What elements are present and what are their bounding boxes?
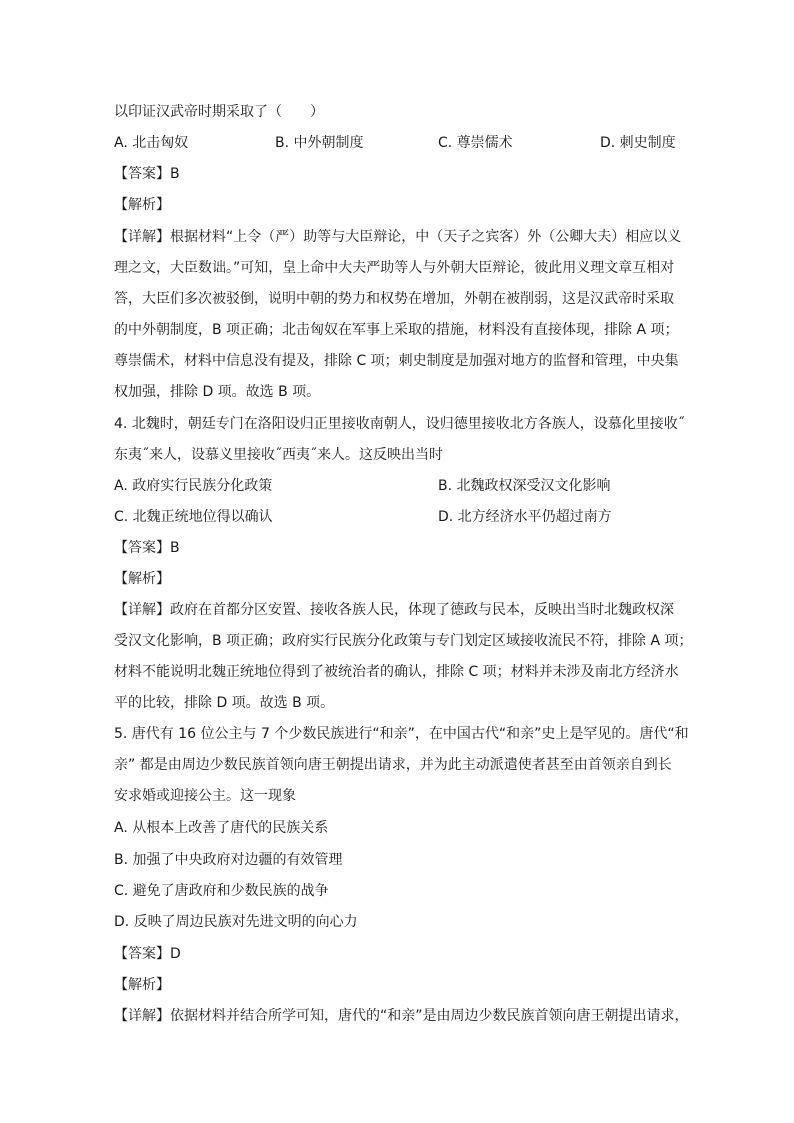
q4-option-a: A. 政府实行民族分化政策 [114,478,273,494]
q5-stem-line: 5. 唐代有 16 位公主与 7 个少数民族进行“和亲”，在中国古代“和亲”史上是罕见的。唐代“和 [114,726,689,742]
q4-stem-line: 4. 北魏时，朝廷专门在洛阳设归正里接收南朝人，设归德里接收北方各族人，设慕化里接收˝ [114,416,685,432]
q5-stem-line: 安求婚或迎接公主。这一现象 [114,788,296,804]
q4-option-c: C. 北魏正统地位得以确认 [114,509,273,525]
q5-option-b: B. 加强了中央政府对边疆的有效管理 [114,852,343,868]
q3-detail-line: 答，大臣们多次被驳倒，说明中朝的势力和权势在增加，外朝在被削弱，这是汉武帝时采取 [114,291,674,307]
q3-detail-line: 的中外朝制度，B 项正确；北击匈奴在军事上采取的措施，材料没有直接体现，排除 A 项； [114,322,679,338]
q4-stem-line: 东夷˝来人，设慕义里接收˝西夷˝来人。这反映出当时 [114,447,443,463]
q3-option-d: D. 刺史制度 [600,135,676,151]
q3-option-b: B. 中外朝制度 [275,135,364,151]
q5-analysis-label: 【解析】 [114,977,170,993]
q3-analysis-label: 【解析】 [114,197,170,213]
q4-answer: 【答案】B [114,540,180,556]
q3-option-a: A. 北击匈奴 [114,135,189,151]
q3-detail-line: 【详解】根据材料“上令（严）助等与大臣辩论，中（天子之宾客）外（公卿大夫）相应以义 [114,229,682,245]
q4-analysis-label: 【解析】 [114,571,170,587]
q5-stem-line: 亲” 都是由周边少数民族首领向唐王朝提出请求，并为此主动派遣使者甚至由首领亲自到长 [114,757,672,773]
q3-detail-line: 尊崇儒术，材料中信息没有提及，排除 C 项；刺史制度是加强对地方的监督和管理，中央集 [114,353,679,369]
q3-option-c: C. 尊崇儒术 [438,135,513,151]
q5-option-a: A. 从根本上改善了唐代的民族关系 [114,820,329,836]
q4-option-d: D. 北方经济水平仍超过南方 [438,509,612,525]
q4-detail-line: 材料不能说明北魏正统地位得到了被统治者的确认，排除 C 项；材料并未涉及南北方经济水 [114,664,679,680]
q5-option-d: D. 反映了周边民族对先进文明的向心力 [114,914,358,930]
q4-detail-line: 平的比较，排除 D 项。故选 B 项。 [114,695,335,711]
q4-detail-line: 【详解】政府在首都分区安置、接收各族人民，体现了德政与民本，反映出当时北魏政权深 [114,602,674,618]
q4-option-b: B. 北魏政权深受汉文化影响 [438,478,611,494]
q3-detail-line: 理之文，大臣数诎。”可知，皇上命中大夫严助等人与外朝大臣辩论，彼此用义理文章互相对 [114,260,675,276]
q3-answer: 【答案】B [114,166,180,182]
q5-detail-line: 【详解】依据材料并结合所学可知，唐代的“和亲”是由周边少数民族首领向唐王朝提出请求， [114,1008,689,1024]
q5-option-c: C. 避免了唐政府和少数民族的战争 [114,883,329,899]
q3-detail-line: 权加强，排除 D 项。故选 B 项。 [114,384,321,400]
q3-stem-tail: 以印证汉武帝时期采取了（ ） [114,104,324,120]
q4-detail-line: 受汉文化影响，B 项正确；政府实行民族分化政策与专门划定区域接收流民不符，排除 A 项； [114,633,693,649]
q5-answer: 【答案】D [114,946,181,962]
